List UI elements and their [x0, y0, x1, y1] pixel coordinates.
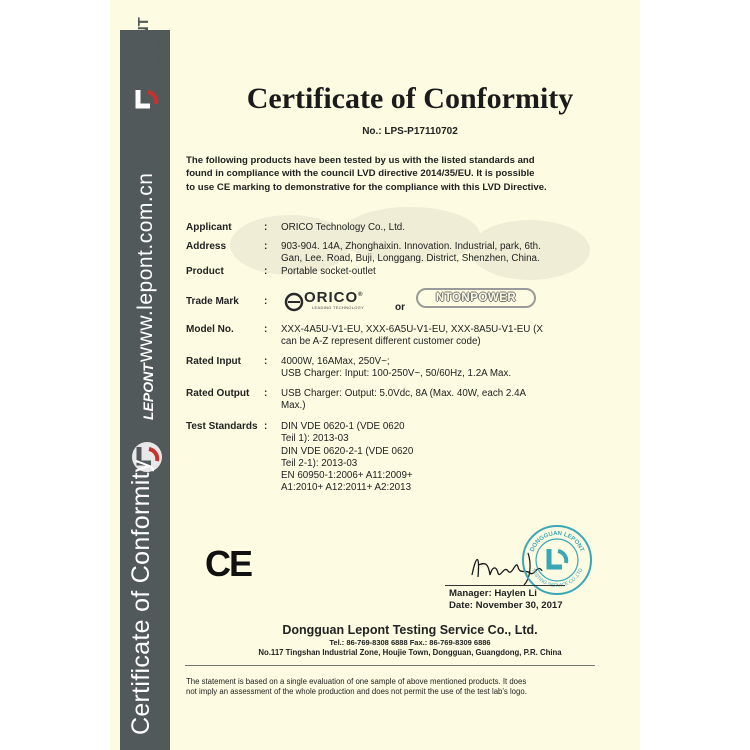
standard-line: Teil 1): 2013-03 — [281, 433, 349, 445]
rated-output-colon: : — [264, 388, 268, 399]
orico-logo-icon — [284, 290, 304, 314]
lab-name: Dongguan Lepont Testing Service Co., Ltd. — [282, 623, 538, 637]
orico-tagline: LEADING TECHNOLOGY — [312, 305, 365, 310]
standard-line: A1:2010+ A12:2011+ A2:2013 — [281, 482, 412, 494]
intro-line: The following products have been tested by us with the listed standards and — [186, 155, 535, 166]
rated-input-label: Rated Input — [186, 356, 241, 367]
lab-address: No.117 Tingshan Industrial Zone, Houjie Town, Dongguan, Guangdong, P.R. China — [258, 648, 562, 657]
disclaimer — [186, 677, 606, 698]
disclaimer-line: not imply an assessment of the whole production and does not permit the use of the test lab's logo. — [186, 687, 527, 697]
certificate-title: Certificate of Conformity — [246, 82, 574, 115]
model-line: XXX-4A5U-V1-EU, XXX-6A5U-V1-EU, XXX-8A5U-V1-EU (X — [281, 324, 543, 335]
rated-output-label: Rated Output — [186, 388, 250, 399]
address-line: 903-904. 14A, Zhonghaixin. Innovation. Industrial, park, 6th. — [281, 241, 541, 252]
standard-line: Teil 2-1): 2013-03 — [281, 457, 358, 469]
model-no-label: Model No. — [186, 324, 234, 335]
sidebar-vertical-title: Certificate of Conformity — [127, 459, 155, 735]
test-standards-label: Test Standards — [186, 421, 258, 432]
rated-output-line: Max.) — [281, 400, 306, 412]
rated-input-line: USB Charger: Input: 100-250V~, 50/60Hz, 1.2A Max. — [281, 368, 512, 380]
rated-output-value — [281, 388, 611, 413]
sidebar-brand-en: LEPONT — [135, 17, 152, 78]
standard-line: EN 60950-1:2006+ A11:2009+ — [281, 470, 413, 482]
model-no-value — [281, 324, 611, 349]
footer-divider — [185, 665, 595, 666]
rated-output-line: USB Charger: Output: 5.0Vdc, 8A (Max. 40W, each 2.4A — [281, 388, 527, 399]
ntonpower-logo: NTONPOWER — [416, 288, 536, 308]
intro-line: found in compliance with the council LVD directive 2014/35/EU. It is possible — [186, 168, 535, 180]
applicant-colon: : — [264, 222, 268, 233]
certificate-number: No.: LPS-P17110702 — [362, 126, 458, 137]
manager-name: Manager: Haylen Li — [449, 588, 537, 599]
test-standards-colon: : — [264, 421, 268, 432]
lab-contact: Tel.: 86-769-8308 6888 Fax.: 86-769-8309 6886 — [329, 638, 491, 647]
intro-line: to use CE marking to demonstrative for the compliance with this LVD Directive. — [186, 181, 547, 193]
standard-line: DIN VDE 0620-2-1 (VDE 0620 — [281, 445, 414, 457]
applicant-label: Applicant — [186, 222, 232, 233]
model-no-colon: : — [264, 324, 268, 335]
trade-mark-label: Trade Mark — [186, 296, 239, 307]
address-value — [281, 241, 611, 266]
standard-line: DIN VDE 0620-1 (VDE 0620 — [281, 421, 405, 432]
test-standards-value — [281, 421, 611, 495]
address-colon: : — [264, 241, 268, 252]
intro-paragraph — [186, 154, 596, 194]
product-value: Portable socket-outlet — [281, 266, 376, 277]
orico-brand — [304, 289, 364, 306]
svg-text:DONGGUAN LEPONT: DONGGUAN LEPONT — [529, 530, 585, 553]
signature-line — [445, 585, 565, 586]
trade-mark-or: or — [395, 302, 405, 313]
address-label: Address — [186, 241, 227, 252]
rated-input-colon: : — [264, 356, 268, 367]
product-colon: : — [264, 266, 268, 277]
ce-mark: CE — [205, 543, 252, 584]
disclaimer-line: The statement is based on a single evaluation of one sample of above mentioned products. It does — [186, 677, 527, 686]
issue-date: Date: November 30, 2017 — [449, 599, 563, 611]
rated-input-line: 4000W, 16AMax, 250V~; — [281, 356, 390, 367]
trade-mark-colon: : — [264, 296, 268, 307]
rated-input-value — [281, 356, 611, 381]
product-label: Product — [186, 266, 224, 277]
sidebar-brand-cn: 力邦检测 — [155, 34, 167, 78]
address-line: Gan, Lee. Road, Buji, Longgang. District, Shenzhen, China. — [281, 253, 540, 265]
svg-text:TESTING SERVICE CO.,LTD: TESTING SERVICE CO.,LTD — [529, 567, 585, 590]
applicant-value: ORICO Technology Co., Ltd. — [281, 222, 405, 233]
signoff-block — [449, 588, 563, 611]
orico-reg-mark: ® — [358, 292, 364, 298]
sidebar-small-brand: LEPONT — [140, 363, 156, 420]
orico-brand-name: ORICO — [304, 289, 359, 306]
model-line: can be A-Z represent different customer code) — [281, 336, 481, 348]
sidebar-url: www.lepont.com.cn — [134, 172, 157, 362]
